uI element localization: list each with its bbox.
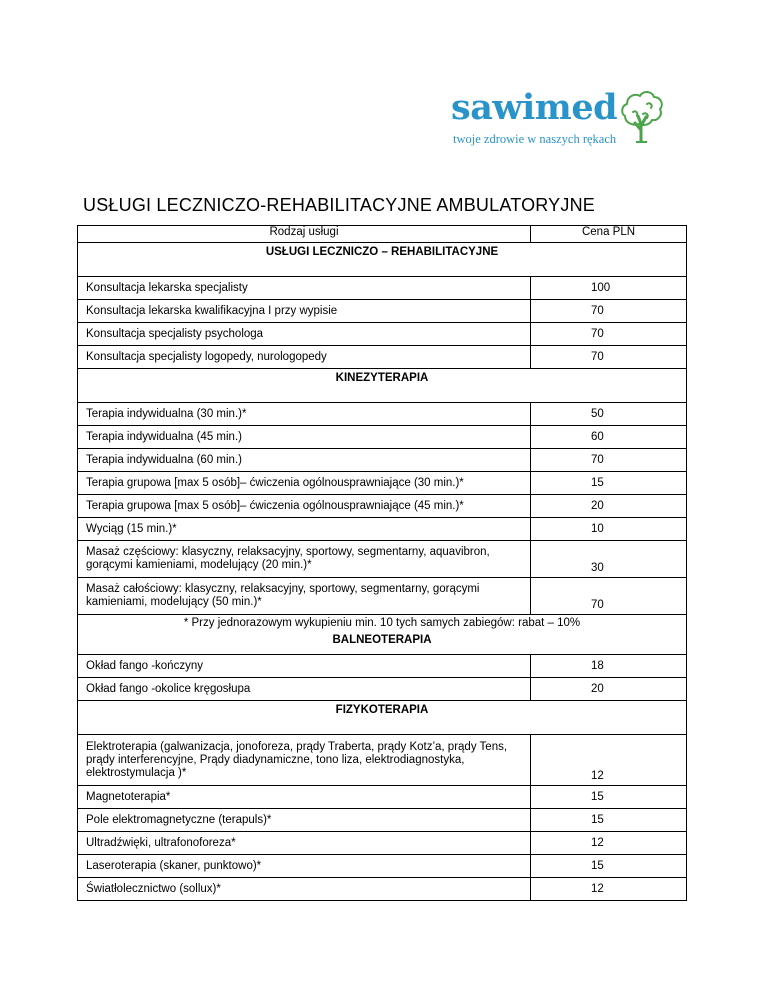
service-price: 12 <box>531 735 687 786</box>
section-header: FIZYKOTERAPIA <box>78 701 687 735</box>
table-row <box>78 655 687 678</box>
service-price: 100 <box>531 277 687 300</box>
discount-note-row <box>78 615 687 632</box>
logo-wordmark: sawimed <box>451 87 618 128</box>
service-price: 70 <box>531 578 687 615</box>
logo-tagline: twoje zdrowie w naszych rękach <box>453 132 617 146</box>
service-name: Magnetoterapia* <box>78 786 531 809</box>
table-row <box>78 300 687 323</box>
service-price: 20 <box>531 495 687 518</box>
price-table <box>77 225 687 901</box>
header-price: Cena PLN <box>531 226 687 243</box>
service-price: 12 <box>531 832 687 855</box>
service-price: 18 <box>531 655 687 678</box>
table-row <box>78 878 687 901</box>
table-row <box>78 403 687 426</box>
table-row <box>78 426 687 449</box>
service-price: 30 <box>531 541 687 578</box>
service-name: Ultradźwięki, ultrafonoforeza* <box>78 832 531 855</box>
table-row <box>78 449 687 472</box>
service-name: Masaż częściowy: klasyczny, relaksacyjny, sportowy, segmentarny, aquavibron, gorącymi kamieniami, modelujący (20 min.)* <box>78 541 531 578</box>
table-row <box>78 346 687 369</box>
service-name: Laseroterapia (skaner, punktowo)* <box>78 855 531 878</box>
service-name: Konsultacja specjalisty logopedy, nurologopedy <box>78 346 531 369</box>
table-row <box>78 678 687 701</box>
table-row <box>78 578 687 615</box>
service-price: 70 <box>531 346 687 369</box>
service-price: 15 <box>531 472 687 495</box>
table-row <box>78 323 687 346</box>
service-name: Pole elektromagnetyczne (terapuls)* <box>78 809 531 832</box>
page-title: USŁUGI LECZNICZO-REHABILITACYJNE AMBULATORYJNE <box>83 195 595 215</box>
service-price: 70 <box>531 449 687 472</box>
table-row <box>78 735 687 786</box>
service-name: Terapia grupowa [max 5 osób]– ćwiczenia ogólnousprawniające (30 min.)* <box>78 472 531 495</box>
service-price: 50 <box>531 403 687 426</box>
service-name: Wyciąg (15 min.)* <box>78 518 531 541</box>
service-price: 70 <box>531 300 687 323</box>
service-name: Terapia indywidualna (60 min.) <box>78 449 531 472</box>
service-price: 15 <box>531 855 687 878</box>
service-name: Masaż całościowy: klasyczny, relaksacyjny, sportowy, segmentarny, gorącymi kamieniami, modelujący (50 min.)* <box>78 578 531 615</box>
service-price: 60 <box>531 426 687 449</box>
table-row <box>78 472 687 495</box>
service-name: Terapia indywidualna (30 min.)* <box>78 403 531 426</box>
service-name: Elektroterapia (galwanizacja, jonoforeza, prądy Traberta, prądy Kotz’a, prądy Tens, prądy interferencyjne, Prądy diadynamiczne, tono liza, elektrodiagnostyka, elektrostymulacja )* <box>78 735 531 786</box>
service-name: Okład fango -okolice kręgosłupa <box>78 678 531 701</box>
logo <box>451 88 666 158</box>
table-header-row <box>78 226 687 243</box>
service-name: Światłolecznictwo (sollux)* <box>78 878 531 901</box>
table-row <box>78 832 687 855</box>
table-row <box>78 541 687 578</box>
table-row <box>78 495 687 518</box>
table-row <box>78 809 687 832</box>
table-row <box>78 518 687 541</box>
section-header: KINEZYTERAPIA <box>78 369 687 403</box>
service-price: 70 <box>531 323 687 346</box>
table-row <box>78 786 687 809</box>
tree-icon <box>619 88 665 143</box>
section-header: USŁUGI LECZNICZO – REHABILITACYJNE <box>78 243 687 277</box>
header-service: Rodzaj usługi <box>78 226 531 243</box>
service-price: 10 <box>531 518 687 541</box>
service-price: 15 <box>531 786 687 809</box>
service-name: Terapia indywidualna (45 min.) <box>78 426 531 449</box>
table-row <box>78 855 687 878</box>
section-header: BALNEOTERAPIA <box>78 631 687 655</box>
service-name: Konsultacja lekarska kwalifikacyjna I przy wypisie <box>78 300 531 323</box>
table-row <box>78 277 687 300</box>
service-name: Okład fango -kończyny <box>78 655 531 678</box>
service-name: Terapia grupowa [max 5 osób]– ćwiczenia ogólnousprawniające (45 min.)* <box>78 495 531 518</box>
service-price: 15 <box>531 809 687 832</box>
service-name: Konsultacja lekarska specjalisty <box>78 277 531 300</box>
service-price: 20 <box>531 678 687 701</box>
service-name: Konsultacja specjalisty psychologa <box>78 323 531 346</box>
discount-note: * Przy jednorazowym wykupieniu min. 10 tych samych zabiegów: rabat – 10% <box>78 615 687 632</box>
service-price: 12 <box>531 878 687 901</box>
